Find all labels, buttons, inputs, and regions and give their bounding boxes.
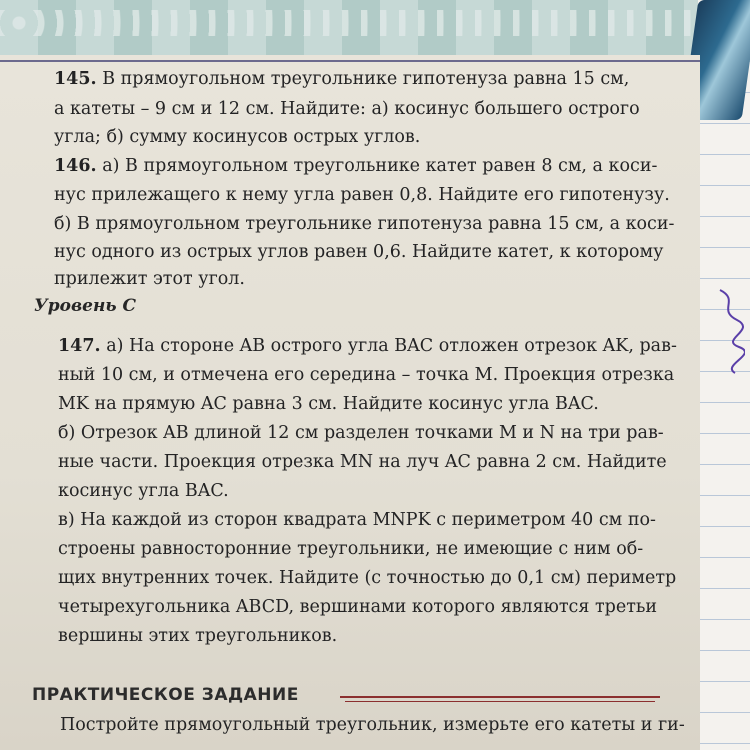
- text-line: косинус угла BAC.: [58, 481, 229, 501]
- text-line: ные части. Проекция отрезка MN на луч AC равна 2 см. Найдите: [58, 452, 667, 472]
- text-line: MK на прямую AC равна 3 см. Найдите косинус угла BAC.: [58, 394, 599, 414]
- heading-rule: [345, 701, 655, 702]
- text-line: угла; б) сумму косинусов острых углов.: [54, 127, 421, 147]
- text-line: в) На каждой из сторон квадрата MNPK с периметром 40 см по-: [58, 510, 656, 530]
- text-line: 147. а) На стороне AB острого угла BAC отложен отрезок AK, рав-: [58, 336, 677, 356]
- practice-heading: ПРАКТИЧЕСКОЕ ЗАДАНИЕ: [32, 685, 299, 705]
- text-line: ный 10 см, и отмечена его середина – точка M. Проекция отрезка: [58, 365, 675, 385]
- level-heading: Уровень С: [34, 296, 137, 316]
- text-line: б) Отрезок AB длиной 12 см разделен точками M и N на три рав-: [58, 423, 664, 443]
- text-line: нус прилежащего к нему угла равен 0,8. Найдите его гипотенузу.: [54, 185, 670, 205]
- text-line: 145. В прямоугольном треугольнике гипотенуза равна 15 см,: [54, 69, 630, 89]
- text-line: а катеты – 9 см и 12 см. Найдите: а) косинус большего острого: [54, 99, 640, 119]
- decorative-ornament: [0, 0, 700, 62]
- textbook-page: [0, 55, 700, 750]
- text-line: нус одного из острых углов равен 0,6. Найдите катет, к которому: [54, 242, 664, 262]
- text-line: прилежит этот угол.: [54, 269, 245, 289]
- text-line: щих внутренних точек. Найдите (с точностью до 0,1 см) периметр: [58, 568, 677, 588]
- ink-scribble: [715, 285, 745, 375]
- heading-rule: [340, 696, 660, 698]
- text-line: строены равносторонние треугольники, не имеющие с ним об-: [58, 539, 644, 559]
- text-line: четырехугольника ABCD, вершинами которого являются третьи: [58, 597, 658, 617]
- text-line: Постройте прямоугольный треугольник, измерьте его катеты и ги-: [60, 715, 685, 735]
- text-line: вершины этих треугольников.: [58, 626, 338, 646]
- text-line: 146. а) В прямоугольном треугольнике катет равен 8 см, а коси-: [54, 156, 658, 176]
- text-line: б) В прямоугольном треугольнике гипотенуза равна 15 см, а коси-: [54, 214, 675, 234]
- page-top-rule: [0, 60, 700, 62]
